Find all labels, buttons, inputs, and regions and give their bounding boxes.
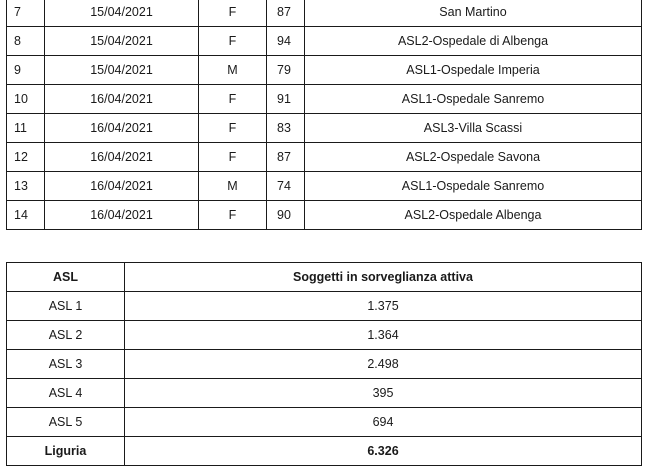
age-cell: 79 [267, 56, 305, 85]
asl-name-cell: ASL 2 [7, 321, 125, 350]
sex-cell: F [199, 27, 267, 56]
table-row [7, 379, 642, 408]
surveillance-table-body [7, 292, 642, 437]
date-cell: 16/04/2021 [45, 201, 199, 230]
age-cell: 87 [267, 0, 305, 27]
row-number: 7 [7, 0, 45, 27]
table-row [7, 56, 642, 85]
age-cell: 94 [267, 27, 305, 56]
surveillance-header-row [7, 263, 642, 292]
surveillance-count-cell: 1.364 [125, 321, 642, 350]
asl-name-cell: ASL 1 [7, 292, 125, 321]
place-cell: ASL1-Ospedale Sanremo [305, 85, 642, 114]
surveillance-total-row [7, 437, 642, 466]
deaths-table-body [7, 0, 642, 230]
age-cell: 83 [267, 114, 305, 143]
sex-cell: M [199, 56, 267, 85]
age-cell: 87 [267, 143, 305, 172]
table-row [7, 408, 642, 437]
age-cell: 91 [267, 85, 305, 114]
date-cell: 16/04/2021 [45, 143, 199, 172]
place-cell: San Martino [305, 0, 642, 27]
sex-cell: M [199, 172, 267, 201]
table-row [7, 143, 642, 172]
table-row [7, 292, 642, 321]
sex-cell: F [199, 201, 267, 230]
sex-cell: F [199, 114, 267, 143]
place-cell: ASL1-Ospedale Imperia [305, 56, 642, 85]
asl-name-cell: ASL 4 [7, 379, 125, 408]
row-number: 8 [7, 27, 45, 56]
asl-name-cell: ASL 3 [7, 350, 125, 379]
row-number: 13 [7, 172, 45, 201]
row-number: 14 [7, 201, 45, 230]
place-cell: ASL2-Ospedale Savona [305, 143, 642, 172]
age-cell: 74 [267, 172, 305, 201]
surveillance-total-value: 6.326 [125, 437, 642, 466]
table-row [7, 85, 642, 114]
surveillance-table [6, 262, 642, 466]
row-number: 9 [7, 56, 45, 85]
row-number: 12 [7, 143, 45, 172]
place-cell: ASL3-Villa Scassi [305, 114, 642, 143]
place-cell: ASL1-Ospedale Sanremo [305, 172, 642, 201]
place-cell: ASL2-Ospedale Albenga [305, 201, 642, 230]
surveillance-total-label: Liguria [7, 437, 125, 466]
date-cell: 16/04/2021 [45, 114, 199, 143]
surveillance-header-asl: ASL [7, 263, 125, 292]
sex-cell: F [199, 0, 267, 27]
table-row [7, 321, 642, 350]
surveillance-header-value: Soggetti in sorveglianza attiva [125, 263, 642, 292]
row-number: 11 [7, 114, 45, 143]
table-row [7, 172, 642, 201]
date-cell: 15/04/2021 [45, 56, 199, 85]
deaths-table [6, 0, 642, 230]
table-row [7, 0, 642, 27]
date-cell: 16/04/2021 [45, 172, 199, 201]
table-row [7, 201, 642, 230]
date-cell: 16/04/2021 [45, 85, 199, 114]
asl-name-cell: ASL 5 [7, 408, 125, 437]
table-row [7, 114, 642, 143]
table-row [7, 27, 642, 56]
date-cell: 15/04/2021 [45, 27, 199, 56]
sex-cell: F [199, 85, 267, 114]
surveillance-count-cell: 694 [125, 408, 642, 437]
surveillance-count-cell: 1.375 [125, 292, 642, 321]
age-cell: 90 [267, 201, 305, 230]
surveillance-count-cell: 2.498 [125, 350, 642, 379]
surveillance-count-cell: 395 [125, 379, 642, 408]
row-number: 10 [7, 85, 45, 114]
place-cell: ASL2-Ospedale di Albenga [305, 27, 642, 56]
sex-cell: F [199, 143, 267, 172]
table-row [7, 350, 642, 379]
date-cell: 15/04/2021 [45, 0, 199, 27]
